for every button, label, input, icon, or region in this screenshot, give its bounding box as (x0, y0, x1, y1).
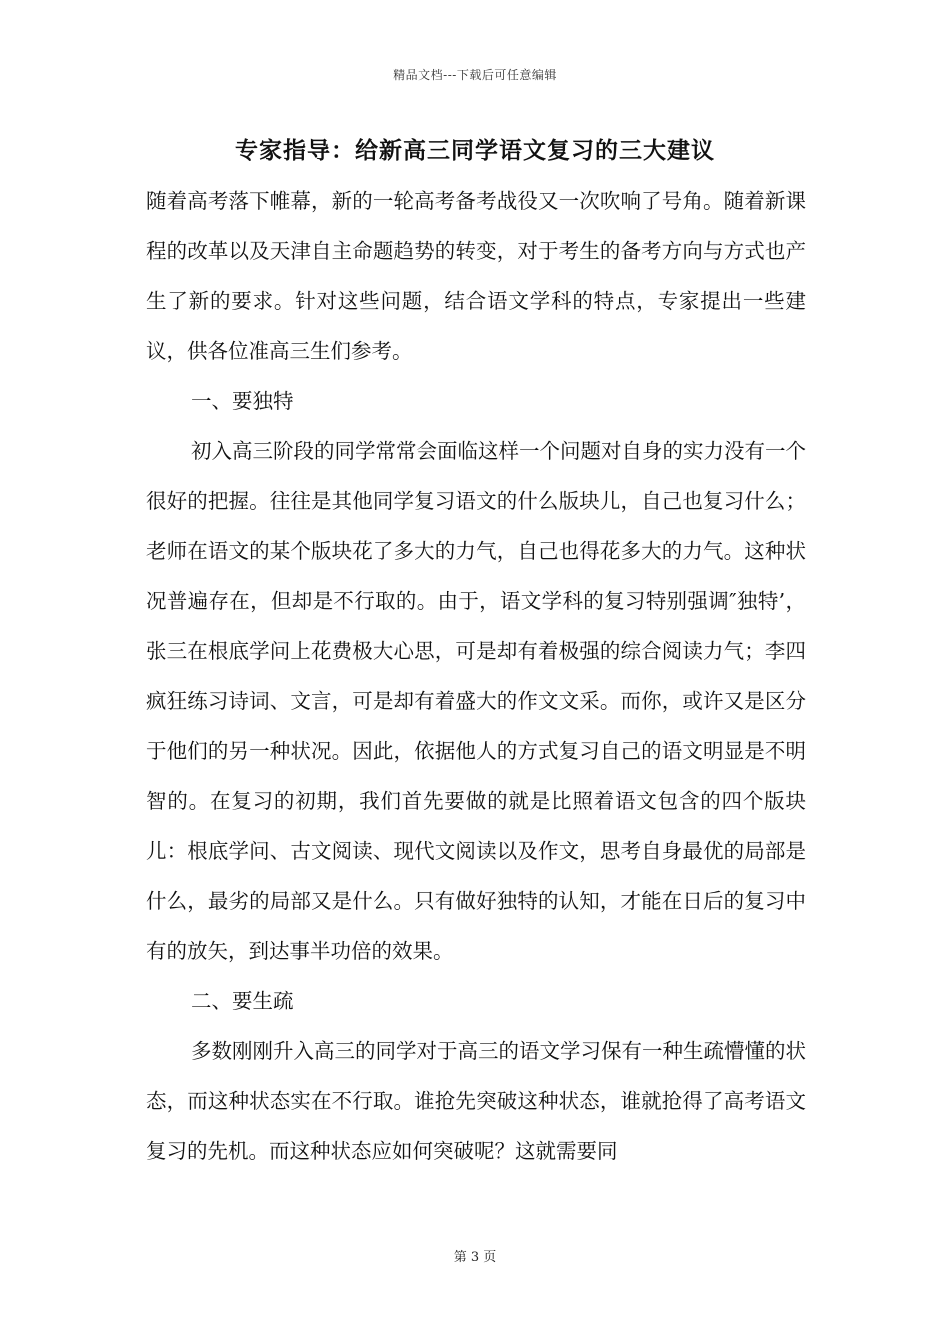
document-body (146, 176, 806, 1176)
section-2-paragraph: 多数刚刚升入高三的同学对于高三的语文学习保有一种生疏懵懂的状态，而这种状态实在不行取。谁抢先突破这种状态，谁就抢得了高考语文复习的先机。而这种状态应如何突破呢？这就需要同 (146, 1039, 806, 1163)
section-1-paragraph: 初入高三阶段的同学常常会面临这样一个问题对自身的实力没有一个很好的把握。往往是其他同学复习语文的什么版块儿，自己也复习什么；老师在语文的某个版块花了多大的力气，自己也得花多大的力气。这种状况普遍存在，但却是不行取的。由于，语文学科的复习特别强调″独特’，张三在根底学问上花费极大心思，可是却有着极强的综合阅读力气；李四疯狂练习诗词、文言，可是却有着盛大的作文文采。而你，或许又是区分于他们的另一种状况。因此，依据他人的方式复习自己的语文明显是不明智的。在复习的初期，我们首先要做的就是比照着语文包含的四个版块儿：根底学问、古文阅读、现代文阅读以及作文，思考自身最优的局部是什么，最劣的局部又是什么。只有做好独特的认知，才能在日后的复习中有的放矢，到达事半功倍的效果。 (146, 439, 806, 963)
document-title: 专家指导：给新高三同学语文复习的三大建议 (235, 137, 715, 164)
page-header: 精品文档---下载后可任意编辑 (393, 68, 557, 82)
intro-paragraph: 随着高考落下帷幕，新的一轮高考备考战役又一次吹响了号角。随着新课程的改革以及天津自主命题趋势的转变，对于考生的备考方向与方式也产生了新的要求。针对这些问题，结合语文学科的特点，专家提出一些建议，供各位准高三生们参考。 (146, 189, 806, 363)
section-heading-1: 一、要独特 (191, 389, 294, 413)
page-number: 第 3 页 (453, 1250, 497, 1265)
section-heading-2: 二、要生疏 (191, 989, 294, 1013)
